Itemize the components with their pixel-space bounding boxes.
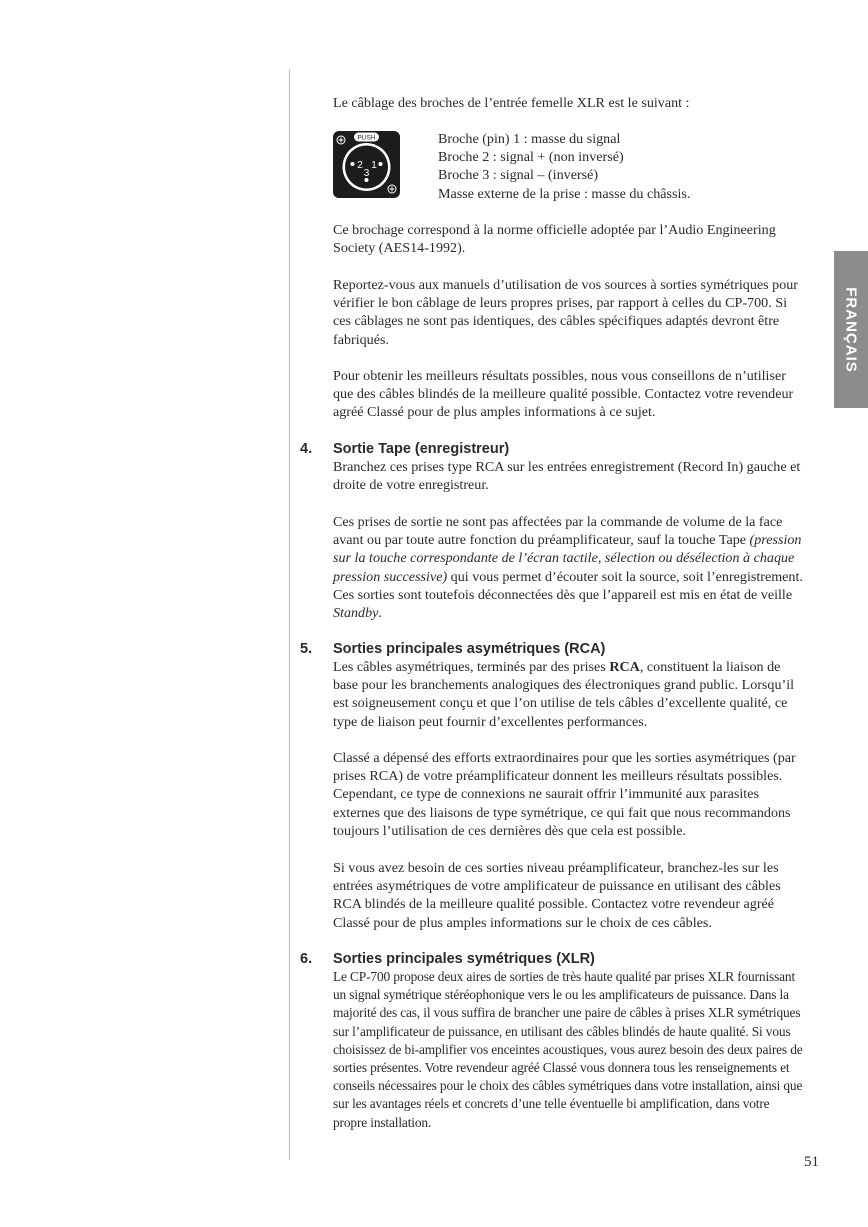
pin-assignment-item: Broche 3 : signal – (inversé) bbox=[438, 167, 599, 184]
section-5-paragraph-1: Les câbles asymétriques, terminés par des prises RCA, constituent la liaison de base pour les branchements analogiques des électroniques grand public. Lorsqu’il est soigneusement conçu et que l’on utilise de tels câbles d’excellente qualité, ce type de liaison peut fournir d’excellentes performances. bbox=[333, 659, 795, 730]
section-5-paragraph-2: Classé a dépensé des efforts extraordinaires pour que les sorties asymétriques (par prises RCA) de votre préamplificateur donnent les meilleurs résultats possibles. Cependant, ce type de connexions ne saurait offrir l’immunité aux parasites externes que des liaisons de type symétrique, ce qui fait que nous recommandons toujours l’utilisation de ces dernières dès que cela est possible. bbox=[333, 750, 796, 839]
section-4-paragraph-2: Ces prises de sortie ne sont pas affectées par la commande de volume de la face avant ou par toute autre fonction du préamplificateur, sauf la touche Tape (pression sur la touche correspondante de l’écran tactile, sélection ou désélection à chaque pression successive) qui vous permet d’écouter soit la source, soit l’enregistrement. Ces sorties sont toutefois déconnectées dès que l’appareil est mis en état de veille Standby. bbox=[333, 514, 803, 622]
pin-1-label: 1 bbox=[371, 160, 377, 171]
pin-2-label: 2 bbox=[357, 160, 363, 171]
section-6-number: 6. bbox=[300, 951, 313, 967]
pin-assignment-item: Masse externe de la prise : masse du châssis. bbox=[438, 185, 691, 202]
language-tab-label: FRANÇAIS bbox=[842, 286, 860, 373]
best-results-paragraph: Pour obtenir les meilleurs résultats possibles, nous vous conseillons de n’utiliser que des câbles blindés de la meilleure qualité possible. Contactez votre revendeur agréé Classé pour de plus amples informations à ce sujet. bbox=[333, 368, 794, 421]
section-5-number: 5. bbox=[300, 641, 313, 657]
aes-paragraph: Ce brochage correspond à la norme officielle adoptée par l’Audio Engineering Society (AES14-1992). bbox=[333, 222, 776, 257]
section-5-paragraph-3: Si vous avez besoin de ces sorties niveau préamplificateur, branchez-les sur les entrées asymétriques de votre amplificateur de puissance en utilisant des câbles RCA blindés de la meilleure qualité possible. Contactez votre revendeur agréé Classé pour de plus amples informations sur le choix de ces câbles. bbox=[333, 860, 781, 931]
manuals-paragraph: Reportez-vous aux manuels d’utilisation de vos sources à sorties symétriques pour vérifier le bon câblage de leurs propres prises, par rapport à celles du CP-700. Si ces câblages ne sont pas identiques, des câbles spécifiques adaptés devront être fabriqués. bbox=[333, 277, 798, 348]
section-5-title: Sorties principales asymétriques (RCA) bbox=[333, 641, 606, 657]
section-4-title: Sortie Tape (enregistreur) bbox=[333, 441, 510, 457]
section-4-paragraph-1: Branchez ces prises type RCA sur les entrées enregistrement (Record In) gauche et droite de votre enregistreur. bbox=[333, 459, 801, 494]
section-6-paragraph-1: Le CP-700 propose deux aires de sorties de très haute qualité par prises XLR fournissant un signal symétrique stéréophonique vers le ou les amplificateurs de puissance. Dans la majorité des cas, il vous suffira de brancher une paire de câbles à prises XLR symétriques sur l’amplificateur de puissance, en utilisant des câbles blindés de haute qualité. Si vous choisissez de bi-amplifier vos enceintes acoustiques, vous aurez besoin des deux paires de sorties présentes. Votre revendeur agréé Classé vous donnera tous les renseignements et conseils nécessaires pour le choix des câbles symétriques dans votre installation, ainsi que sur les avantages réels et concrets d’une telle éventuelle bi amplification, dans votre propre installation. bbox=[333, 969, 803, 1130]
pin-3-label: 3 bbox=[363, 168, 370, 179]
pin-assignment-item: Broche (pin) 1 : masse du signal bbox=[438, 131, 621, 147]
xlr-female-icon bbox=[333, 131, 400, 198]
section-4-number: 4. bbox=[300, 441, 313, 457]
xlr-connector-diagram bbox=[333, 131, 400, 198]
page-number: 51 bbox=[804, 1154, 819, 1170]
section-6-title: Sorties principales symétriques (XLR) bbox=[333, 951, 595, 967]
margin-rule bbox=[289, 70, 290, 1160]
pin-assignment-item: Broche 2 : signal + (non inversé) bbox=[438, 149, 624, 166]
pin-assignment-list bbox=[438, 130, 690, 203]
push-label: PUSH bbox=[357, 134, 376, 142]
intro-paragraph: Le câblage des broches de l’entrée femelle XLR est le suivant : bbox=[333, 95, 690, 111]
language-tab bbox=[834, 251, 868, 408]
